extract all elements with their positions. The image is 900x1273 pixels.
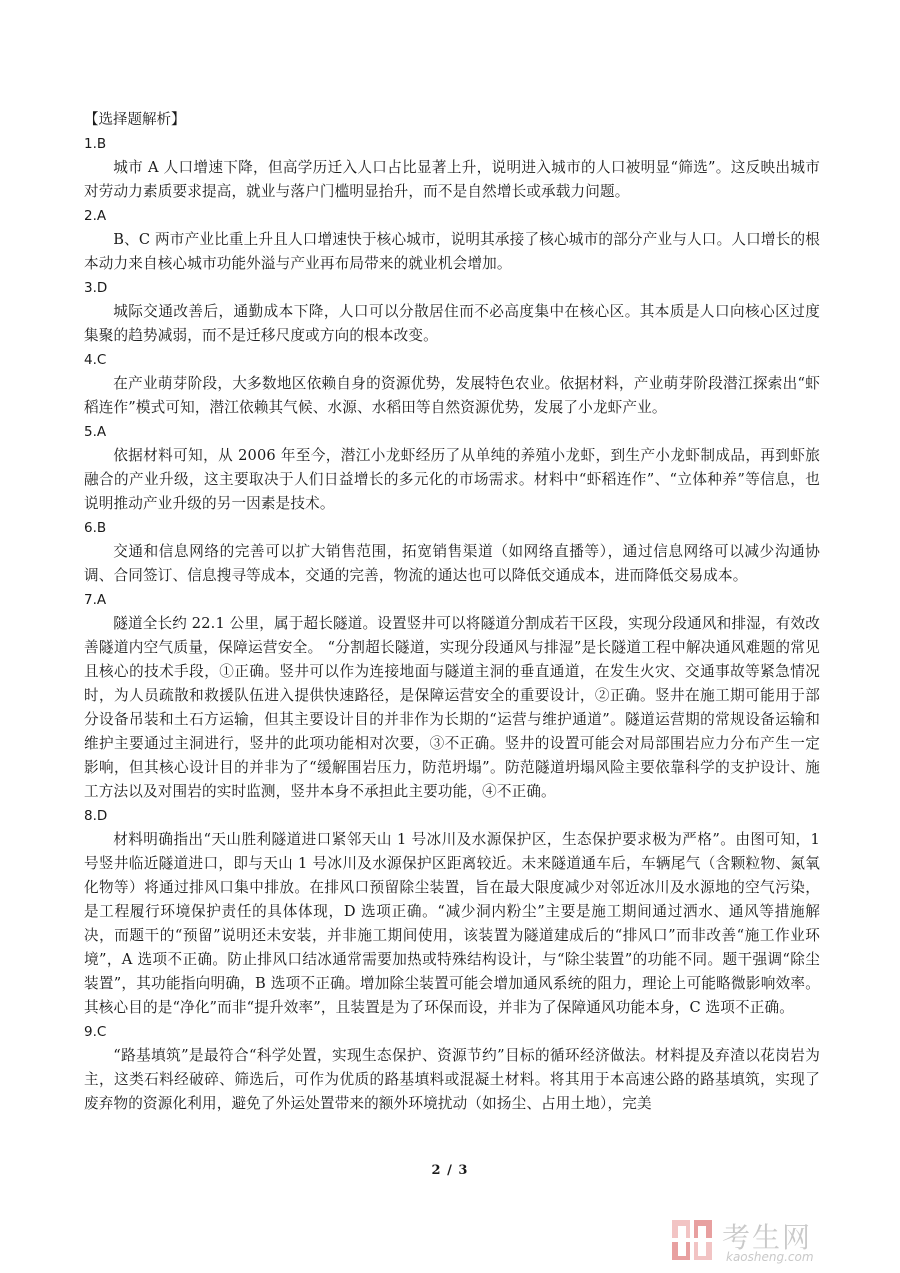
explanation-paragraph: “路基填筑”是最符合“科学处置，实现生态保护、资源节约”目标的循环经济做法。材料提及弃渣以花岗岩为主，这类石料经破碎、筛选后，可作为优质的路基填料或混凝土材料。将其用于本高速公路的路基填筑，实现了废弃物的资源化利用，避免了外运处置带来的额外环境扰动（如扬尘、占用土地），完美 [84, 1047, 820, 1112]
answer-label: 7.A [84, 592, 107, 608]
answer-label: 8.D [84, 808, 108, 824]
explanation-paragraph: 材料明确指出“天山胜利隧道进口紧邻天山 1 号冰川及水源保护区，生态保护要求极为严格”。由图可知，1 号竖井临近隧道进口，即与天山 1 号冰川及水源保护区距离较近。未来隧道通车后，车辆尾气（含颗粒物、氮氧化物等）将通过排风口集中排放。在排风口预留除尘装置，旨在最大限度减少对邻近冰川及水源地的空气污染，是工程履行环境保护责任的具体体现，D 选项正确。“减少洞内粉尘”主要是施工期间通过洒水、通风等措施解决，而题干的“预留”说明还未安装，并非施工期间使用，该装置为隧道建成后的“排风口”而非改善“施工作业环境”，A 选项不正确。防止排风口结冰通常需要加热或特殊结构设计，与“除尘装置”的功能不同。题干强调“除尘装置”，其功能指向明确，B 选项不正确。增加除尘装置可能会增加通风系统的阻力，理论上可能略微影响效率。其核心目的是“净化”而非“提升效率”，且装置是为了环保而设，并非为了保障通风功能本身，C 选项不正确。 [84, 831, 820, 1016]
answer-label: 1.B [84, 136, 107, 152]
document-body [84, 108, 820, 1116]
explanation-paragraph: 城际交通改善后，通勤成本下降，人口可以分散居住而不必高度集中在核心区。其本质是人口向核心区过度集聚的趋势减弱，而不是迁移尺度或方向的根本改变。 [84, 303, 820, 344]
section-heading: 【选择题解析】 [84, 112, 186, 128]
page-number: 2 / 3 [431, 1163, 469, 1178]
answer-label: 3.D [84, 280, 108, 296]
answer-label: 9.C [84, 1024, 107, 1040]
explanation-paragraph: 城市 A 人口增速下降，但高学历迁入人口占比显著上升，说明进入城市的人口被明显“筛选”。这反映出城市对劳动力素质要求提高，就业与落户门槛明显抬升，而不是自然增长或承载力问题。 [84, 159, 820, 200]
watermark-url: kaosheng.com [726, 1250, 814, 1264]
watermark-title: 考生网 [722, 1221, 813, 1254]
explanation-paragraph: 依据材料可知，从 2006 年至今，潜江小龙虾经历了从单纯的养殖小龙虾，到生产小龙虾制成品，再到虾旅融合的产业升级，这主要取决于人们日益增长的多元化的市场需求。材料中“虾稻连作”、“立体种养”等信息，也说明推动产业升级的另一因素是技术。 [84, 447, 820, 512]
answer-label: 2.A [84, 208, 107, 224]
explanation-paragraph: 交通和信息网络的完善可以扩大销售范围，拓宽销售渠道（如网络直播等），通过信息网络可以减少沟通协调、合同签订、信息搜寻等成本，交通的完善，物流的通达也可以降低交通成本，进而降低交易成本。 [84, 543, 820, 584]
explanation-paragraph: B、C 两市产业比重上升且人口增速快于核心城市，说明其承接了核心城市的部分产业与人口。人口增长的根本动力来自核心城市功能外溢与产业再布局带来的就业机会增加。 [84, 231, 820, 272]
kaosheng-logo-icon [670, 1218, 714, 1262]
watermark [670, 1218, 870, 1264]
answer-label: 4.C [84, 352, 107, 368]
answer-label: 6.B [84, 520, 107, 536]
explanation-paragraph: 隧道全长约 22.1 公里，属于超长隧道。设置竖井可以将隧道分割成若干区段，实现分段通风和排湿，有效改善隧道内空气质量，保障运营安全。 “分割超长隧道，实现分段通风与排湿”是长隧道工程中解决通风难题的常见且核心的技术手段，①正确。竖井可以作为连接地面与隧道主洞的垂直通道，在发生火灾、交通事故等紧急情况时，为人员疏散和救援队伍进入提供快速路径，是保障运营安全的重要设计，②正确。竖井在施工期可能用于部分设备吊装和土石方运输，但其主要设计目的并非作为长期的“运营与维护通道”。隧道运营期的常规设备运输和维护主要通过主洞进行，竖井的此项功能相对次要，③不正确。竖井的设置可能会对局部围岩应力分布产生一定影响，但其核心设计目的并非为了“缓解围岩压力，防范坍塌”。防范隧道坍塌风险主要依靠科学的支护设计、施工方法以及对围岩的实时监测，竖井本身不承担此主要功能，④不正确。 [84, 615, 820, 800]
answer-label: 5.A [84, 424, 107, 440]
explanation-paragraph: 在产业萌芽阶段，大多数地区依赖自身的资源优势，发展特色农业。依据材料，产业萌芽阶段潜江探索出“虾稻连作”模式可知，潜江依赖其气候、水源、水稻田等自然资源优势，发展了小龙虾产业。 [84, 375, 820, 416]
